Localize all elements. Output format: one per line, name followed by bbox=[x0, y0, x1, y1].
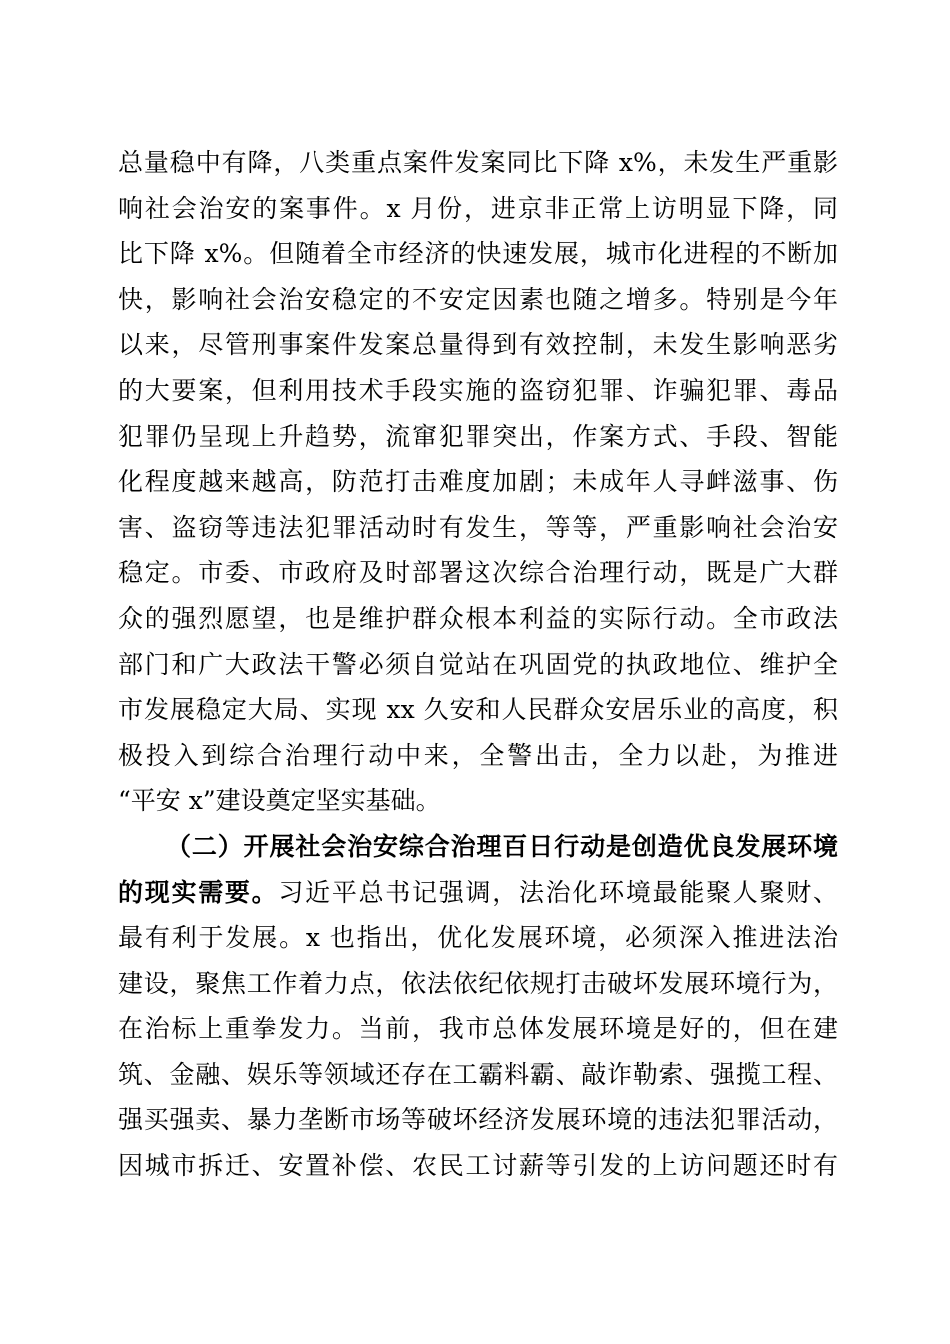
paragraph-line: 最有利于发展。x 也指出，优化发展环境，必须深入推进法治 bbox=[118, 923, 838, 953]
paragraph-line: 极投入到综合治理行动中来，全警出击，全力以赴，为推进 bbox=[118, 740, 838, 770]
section-heading-end: 的现实需要。 bbox=[118, 877, 279, 907]
paragraph-line: 建设，聚焦工作着力点，依法依纪依规打击破坏发展环境行为， bbox=[118, 968, 838, 998]
paragraph-line: 的大要案，但利用技术手段实施的盗窃犯罪、诈骗犯罪、毒品 bbox=[118, 375, 838, 405]
document-body bbox=[118, 140, 838, 1189]
paragraph-line: 在治标上重拳发力。当前，我市总体发展环境是好的，但在建 bbox=[118, 1014, 838, 1044]
paragraph-line: 众的强烈愿望，也是维护群众根本利益的实际行动。全市政法 bbox=[118, 603, 838, 633]
paragraph-line: 快，影响社会治安稳定的不安定因素也随之增多。特别是今年 bbox=[118, 284, 838, 314]
paragraph-line: 比下降 x%。但随着全市经济的快速发展，城市化进程的不断加 bbox=[118, 239, 838, 269]
paragraph-line: 总量稳中有降，八类重点案件发案同比下降 x%，未发生严重影 bbox=[118, 148, 838, 177]
paragraph-line bbox=[118, 870, 838, 916]
section-heading: （二）开展社会治安综合治理百日行动是创造优良发展环境 bbox=[166, 831, 838, 861]
paragraph-line: 因城市拆迁、安置补偿、农民工讨薪等引发的上访问题还时有 bbox=[118, 1151, 838, 1181]
paragraph-line: 化程度越来越高，防范打击难度加剧；未成年人寻衅滋事、伤 bbox=[118, 467, 838, 497]
paragraph-line: 市发展稳定大局、实现 xx 久安和人民群众安居乐业的高度，积 bbox=[118, 695, 838, 725]
paragraph-line: “平安 x”建设奠定坚实基础。 bbox=[118, 786, 441, 816]
paragraph-line: 稳定。市委、市政府及时部署这次综合治理行动，既是广大群 bbox=[118, 558, 838, 588]
paragraph-line: 筑、金融、娱乐等领域还存在工霸料霸、敲诈勒索、强揽工程、 bbox=[118, 1059, 838, 1089]
paragraph-line: 以来，尽管刑事案件发案总量得到有效控制，未发生影响恶劣 bbox=[118, 330, 838, 360]
paragraph-line: 犯罪仍呈现上升趋势，流窜犯罪突出，作案方式、手段、智能 bbox=[118, 421, 838, 451]
paragraph-line: 害、盗窃等违法犯罪活动时有发生，等等，严重影响社会治安 bbox=[118, 512, 838, 542]
paragraph-line: 部门和广大政法干警必须自觉站在巩固党的执政地位、维护全 bbox=[118, 649, 838, 679]
paragraph-line: 响社会治安的案事件。x 月份，进京非正常上访明显下降，同 bbox=[118, 193, 838, 223]
paragraph-text: 习近平总书记强调，法治化环境最能聚人聚财、 bbox=[278, 877, 838, 907]
paragraph-line: 强买强卖、暴力垄断市场等破坏经济发展环境的违法犯罪活动， bbox=[118, 1105, 838, 1135]
